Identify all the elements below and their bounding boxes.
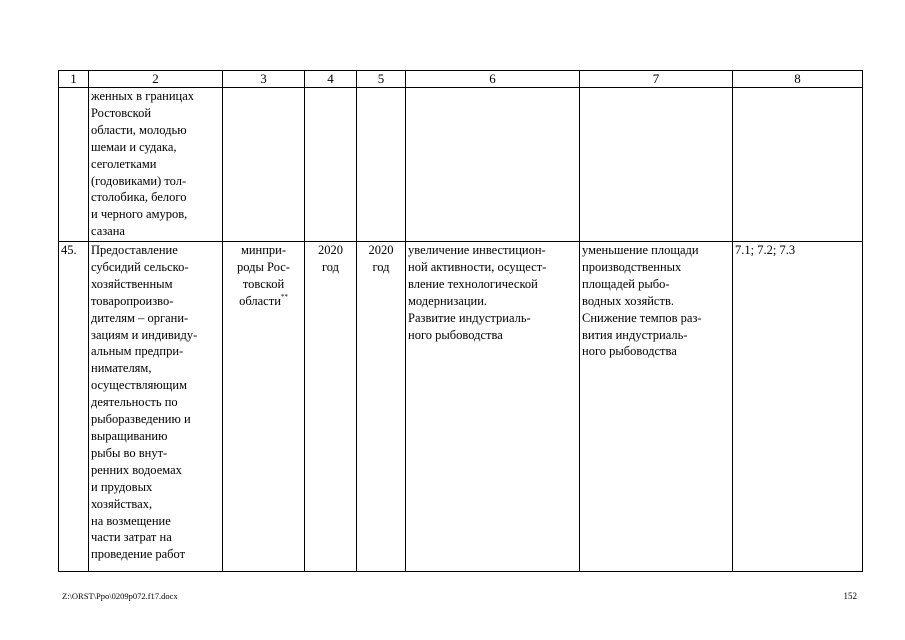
page-number: 152	[843, 591, 857, 601]
header-col-1: 1	[59, 71, 89, 88]
header-col-4: 4	[305, 71, 357, 88]
cell-executor	[223, 88, 305, 242]
cell-link	[733, 88, 863, 242]
table-row-continuation	[59, 88, 863, 242]
executor-footnote-mark: **	[280, 292, 288, 301]
cell-end	[357, 88, 406, 242]
cell-end: 2020 год	[357, 242, 406, 572]
header-col-8: 8	[733, 71, 863, 88]
header-col-3: 3	[223, 71, 305, 88]
header-col-6: 6	[406, 71, 580, 88]
measures-table	[58, 70, 863, 572]
footer-file-path: Z:\ORST\Ppo\0209p072.f17.docx	[62, 591, 178, 601]
executor-text: минпри- роды Рос- товской области	[237, 243, 290, 308]
cell-start: 2020 год	[305, 242, 357, 572]
cell-description: женных в границах Ростовской области, молодью шемаи и судака, сеголетками (годовиками) тол- столобика, белого и черного амуров, сазана	[89, 88, 223, 242]
table-row-45	[59, 242, 863, 572]
cell-description: Предоставление субсидий сельско- хозяйственным товаропроизво- дителям – органи- зациям и индивиду- альным предпри- нимателям, осуществляющим деятельность по рыборазведению и выращиванию рыбы во внут- ренних водоемах и прудовых хозяйствах, на возмещение части затрат на проведение работ	[89, 242, 223, 572]
cell-executor	[223, 242, 305, 572]
cell-result: увеличение инвестицион- ной активности, осущест- вление технологической модернизации. Развитие индустриаль- ного рыбоводства	[406, 242, 580, 572]
header-row	[59, 71, 863, 88]
cell-start	[305, 88, 357, 242]
cell-consequence	[580, 88, 733, 242]
header-col-2: 2	[89, 71, 223, 88]
cell-result	[406, 88, 580, 242]
cell-link: 7.1; 7.2; 7.3	[733, 242, 863, 572]
cell-consequence: уменьшение площади производственных площадей рыбо- водных хозяйств. Снижение темпов раз- вития индустриаль- ного рыбоводства	[580, 242, 733, 572]
cell-number: 45.	[59, 242, 89, 572]
header-col-7: 7	[580, 71, 733, 88]
header-col-5: 5	[357, 71, 406, 88]
cell-number	[59, 88, 89, 242]
